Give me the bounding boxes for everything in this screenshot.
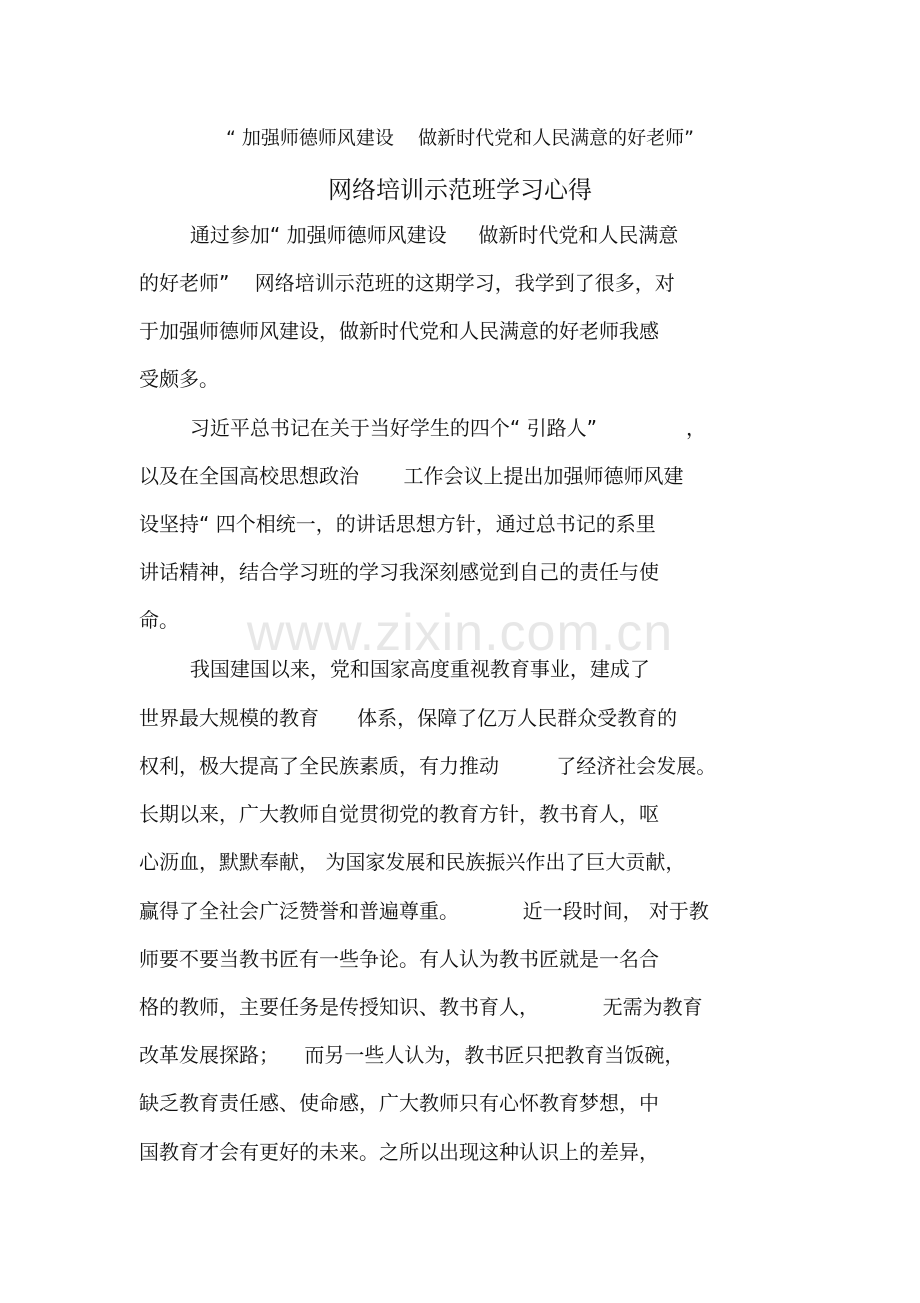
body-line: 习近平总书记在关于当好学生的四个“ 引路人” ， — [139, 416, 706, 440]
document-title: 网络培训示范班学习心得 — [328, 176, 592, 204]
body-line: 设坚持“ 四个相统一，的讲话思想方针，通过总书记的系里 — [139, 512, 656, 536]
body-line: 讲话精神，结合学习班的学习我深刻感觉到自己的责任与使 — [139, 560, 659, 584]
body-line: 通过参加“ 加强师德师风建设 做新时代党和人民满意 — [139, 223, 679, 247]
body-line: 受颇多。 — [139, 367, 219, 391]
body-line: 命。 — [139, 608, 179, 632]
body-line: 改革发展探路； 而另一些人认为，教书匠只把教育当饭碗， — [139, 1043, 685, 1067]
body-line: 国教育才会有更好的未来。之所以出现这种认识上的差异， — [139, 1140, 659, 1164]
body-line: 我国建国以来，党和国家高度重视教育事业，建成了 — [139, 657, 650, 681]
body-line: 缺乏教育责任感、使命感，广大教师只有心怀教育梦想，中 — [139, 1091, 659, 1115]
body-line: 心沥血，默默奉献， 为国家发展和民族振兴作出了巨大贡献， — [139, 850, 686, 874]
body-line: 于加强师德师风建设，做新时代党和人民满意的好老师我感 — [139, 319, 659, 343]
body-line: 以及在全国高校思想政治 工作会议上提出加强师德师风建 — [139, 464, 684, 488]
body-line: 赢得了全社会广泛赞誉和普遍尊重。 近一段时间， 对于教 — [139, 899, 709, 923]
body-line: 世界最大规模的教育 体系，保障了亿万人民群众受教育的 — [139, 706, 678, 730]
body-line: 长期以来，广大教师自觉贯彻党的教育方针，教书育人，呕 — [139, 802, 659, 826]
document-subtitle: “ 加强师德师风建设 做新时代党和人民满意的好老师” — [226, 127, 694, 149]
body-line: 格的教师，主要任务是传授知识、教书育人， 无需为教育 — [139, 995, 703, 1019]
watermark: www.zixin.com.cn — [246, 604, 674, 662]
body-line: 的好老师” 网络培训示范班的这期学习，我学到了很多，对 — [139, 271, 675, 295]
body-line: 师要不要当教书匠有一些争论。有人认为教书匠就是一名合 — [139, 947, 659, 971]
body-line: 权利，极大提高了全民族素质，有力推动 了经济社会发展。 — [139, 754, 717, 778]
